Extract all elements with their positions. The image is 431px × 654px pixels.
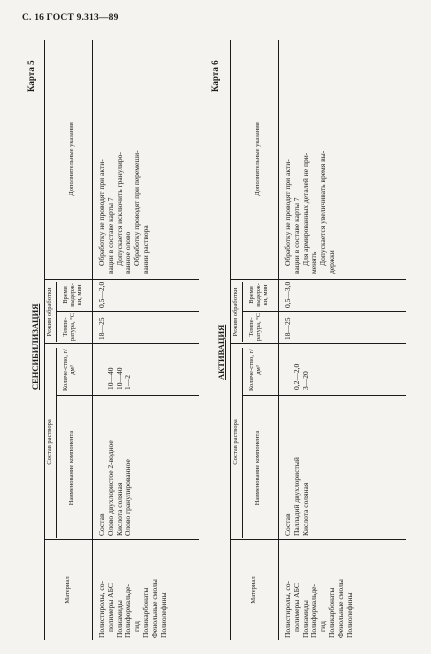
card-5-label: Карта 5 — [26, 60, 36, 92]
note-line: вании раствора — [140, 225, 150, 274]
material-line: Фенольные смолы — [149, 579, 159, 638]
card-6-materials-cell — [284, 540, 354, 638]
card-6-notes-cell — [284, 42, 337, 274]
card-6-temperature-value: 18—25 — [283, 317, 292, 340]
card-6-header-notes: Дополнительные указания — [254, 122, 261, 196]
quantity-line: 10—40 — [105, 367, 115, 390]
material-line: гид — [132, 621, 142, 632]
component-line: Палладий двухлористый — [291, 457, 301, 536]
material-line: Поликарбонаты — [140, 587, 150, 638]
card-5-table-top-rule — [44, 40, 45, 640]
component-line: Состав — [283, 513, 292, 536]
quantity-line: 10—40 — [114, 367, 124, 390]
note-line: Обработку не проводят при акти- — [97, 159, 106, 266]
material-line: Полиолефины — [158, 592, 168, 638]
material-line: Полистиролы, со- — [283, 581, 292, 638]
quantity-line: 1—2 — [123, 375, 133, 390]
card-5-modes-rule — [56, 282, 57, 342]
card-5-header-modes: Режим обработки — [46, 287, 53, 337]
material-line: гид — [318, 621, 328, 632]
card-6-header-temperature: Темпе-ратура, °С — [248, 312, 262, 342]
rotated-page-content — [26, 40, 406, 640]
card-6-components-cell — [284, 396, 310, 536]
note-line: держки — [326, 250, 336, 274]
component-line: Состав — [97, 513, 106, 536]
card-5-header-component-name: Наименование компонента — [68, 430, 75, 506]
card-6-time-value: 0,5—3,0 — [283, 281, 292, 308]
card-5-header-quantity: Количе-ство, г/дм³ — [62, 349, 76, 391]
card-5-components-cell — [98, 396, 133, 536]
card-6-col-divider-2 — [242, 395, 406, 396]
material-line: Полиамиды — [114, 600, 124, 638]
note-line: Обработку не проводят при акти- — [283, 159, 292, 266]
note-line: Допускается исключить гранулиро- — [114, 152, 124, 266]
page-header: С. 16 ГОСТ 9.313—89 — [22, 13, 119, 23]
note-line: вации в составе карты 7 — [291, 197, 301, 274]
material-line: Полиформальде- — [123, 584, 133, 638]
card-6-header-quantity: Количе-ство, г/дм³ — [248, 349, 262, 391]
card-5-col-divider-4 — [56, 311, 199, 312]
card-5-header-temperature: Темпе-ратура, °С — [62, 312, 76, 342]
note-line: менять — [309, 251, 319, 274]
material-line: полимеры АБС — [291, 583, 301, 632]
card-5-materials-cell — [98, 540, 168, 638]
material-line: полимеры АБС — [105, 583, 115, 632]
card-6-header-time: Время выдерж-ки, мин — [248, 283, 269, 307]
card-6-table-top-rule — [230, 40, 231, 640]
note-line: Допускается увеличивать время вы- — [318, 150, 328, 266]
card-6-table-header-rule — [278, 40, 279, 640]
card-5-table-header-rule — [92, 40, 93, 640]
quantity-line: 3—20 — [300, 371, 310, 390]
component-line: Кислота соляная — [300, 482, 310, 536]
card-5-header-time: Время выдерж-ки, мин — [62, 283, 83, 307]
note-line: ванное олово — [123, 231, 133, 274]
note-line: Для армированных деталей не при- — [300, 152, 310, 266]
card-6-header-composition: Состав раствора — [232, 419, 239, 465]
component-line: Кислота соляная — [114, 482, 124, 536]
note-line: Обработку проводят при перемеши- — [132, 150, 142, 266]
card-5-notes-cell — [98, 42, 151, 274]
card-5-temperature-value: 18—25 — [97, 317, 106, 340]
material-line: Полиолефины — [344, 592, 354, 638]
card-6-label: Карта 6 — [210, 60, 220, 92]
component-line: Олово двухлористое 2-водное — [105, 440, 115, 536]
card-6-col-divider-3 — [230, 343, 406, 344]
component-line: Олово гранулированное — [123, 459, 133, 536]
material-line: Полистиролы, со- — [97, 581, 106, 638]
card-6-header-component-name: Наименование компонента — [254, 430, 261, 506]
material-line: Поликарбонаты — [326, 587, 336, 638]
material-line: Фенольные смолы — [335, 579, 345, 638]
card-5-col-divider-3 — [44, 343, 199, 344]
card-5-quantities-cell — [98, 346, 133, 390]
card-5-title: СЕНСИБИЛИЗАЦИЯ — [30, 303, 40, 390]
card-6-header-modes: Режим обработки — [232, 287, 239, 337]
card-5-header-notes: Дополнительные указания — [68, 122, 75, 196]
quantity-line: 0,2—2,0 — [291, 363, 301, 390]
card-6-title: АКТИВАЦИЯ — [216, 324, 226, 380]
material-line: Полиформальде- — [309, 584, 319, 638]
card-5-header-composition: Состав раствора — [46, 419, 53, 465]
material-line: Полиамиды — [300, 600, 310, 638]
card-5-time-value: 0,5—2,0 — [97, 281, 106, 308]
card-6-col-divider-4 — [242, 311, 406, 312]
note-line: вации в составе карты 7 — [105, 197, 115, 274]
card-5-header-material: Материал — [64, 576, 71, 604]
card-5-composition-rule — [56, 348, 57, 538]
card-6-quantities-cell — [284, 346, 310, 390]
card-6-header-material: Материал — [250, 576, 257, 604]
card-6-modes-rule — [242, 282, 243, 342]
card-6-composition-rule — [242, 348, 243, 538]
